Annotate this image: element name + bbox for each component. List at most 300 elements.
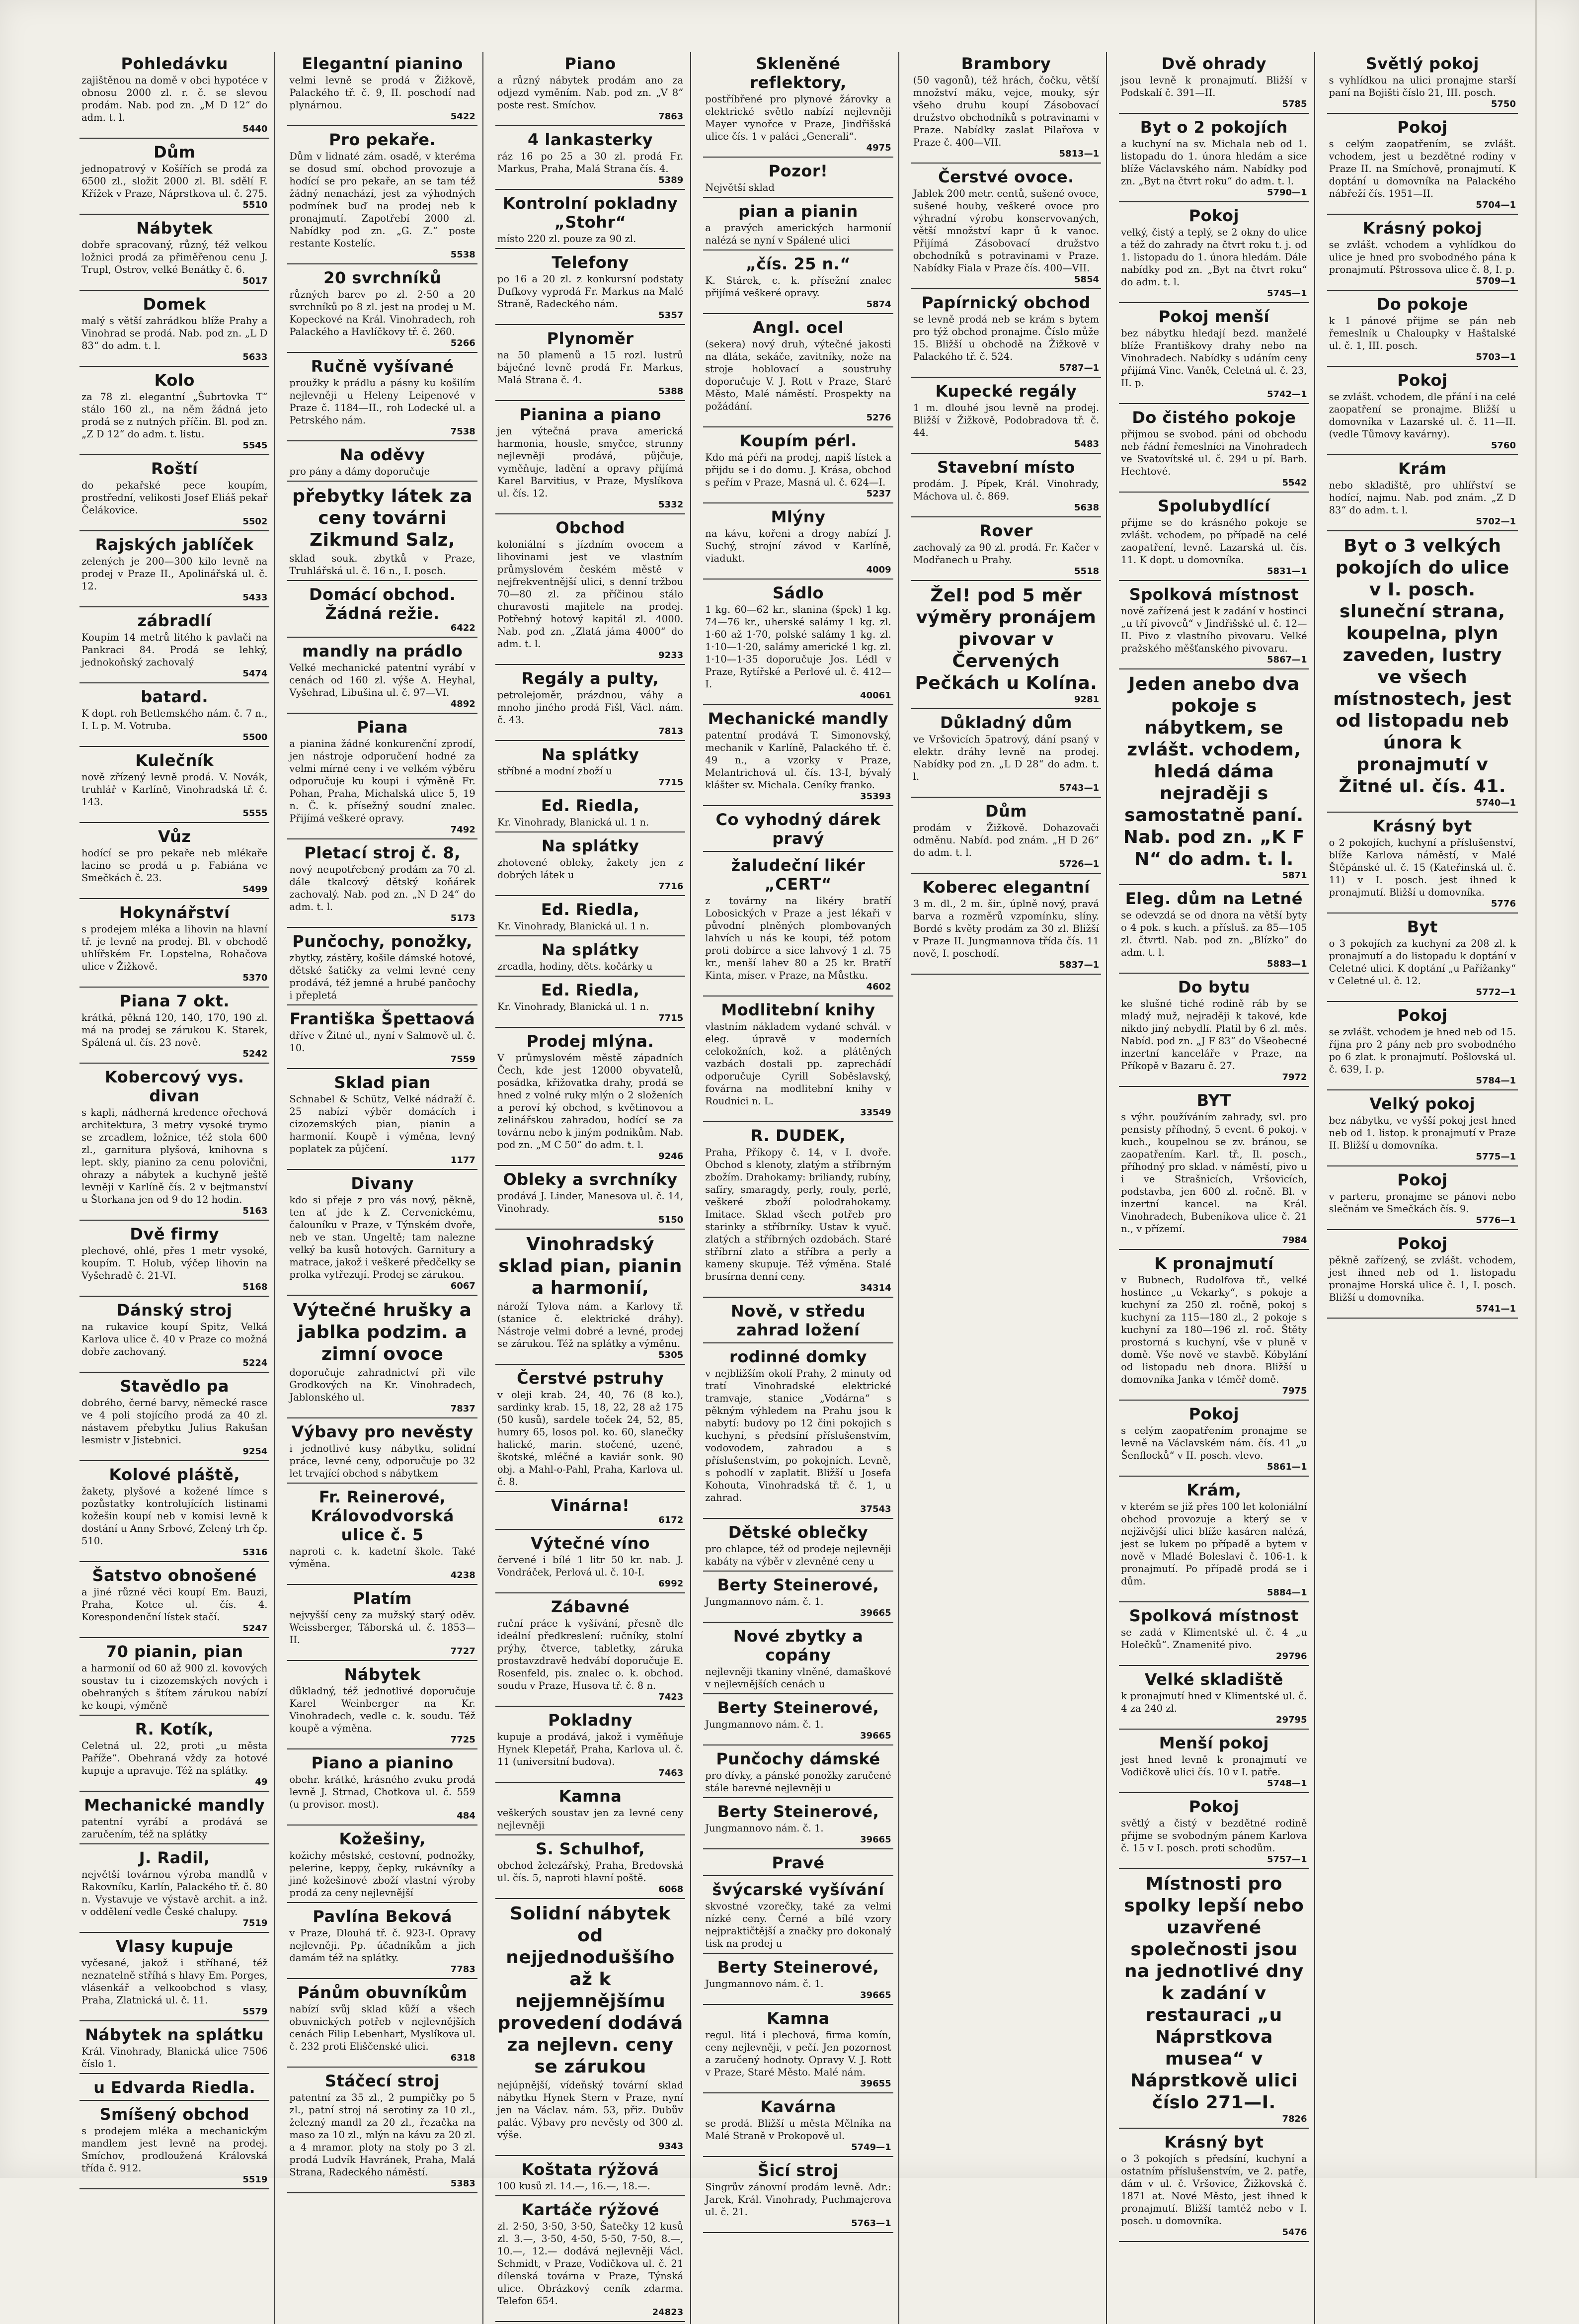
- ad-body: s výhr. používáním zahrady, svl. pro pensisty příhodný, 5 event. 6 pokoj. v kuch., koupelnou se zv. bránou, se zaopatřením. Karl. tř., Il. posch., příhodný pro sklad. v náměstí, pivo u i ve Strašnicích, Vršovicích, podstavba, jen 600 zl. ročně. Bl. v inzertní kancel. na Král. Vinohradech, Bubeníkova ulice č. 21 n., v přízemí.: [1121, 1111, 1307, 1235]
- classified-ad: [703, 1345, 893, 1519]
- ad-reference-number: 33549: [860, 1107, 891, 1118]
- classified-ad: [495, 1494, 685, 1530]
- ad-title: Angl. ocel: [752, 318, 844, 337]
- classified-ad: [495, 1367, 685, 1492]
- ad-reference-number: 5702—1: [1476, 516, 1516, 527]
- classified-ad: [1327, 116, 1518, 215]
- ad-body: o 3 pokojích s předsíní, kuchyní a ostatním příslušenstvím, ve 2. patře, dám v ul. č. Vršovice, Žižkovská č. 1871 at. Nové Město, jest ihned k pronajmutí. Bližší tamtéž nebo v I. posch. u domovníka.: [1121, 2153, 1307, 2227]
- ad-reference-number: 5247: [242, 1623, 268, 1634]
- ad-body: po 16 a 20 zl. z konkursní podstaty Dufkovy vyprodá Fr. Markus na Malé Straně, Radeckého nám.: [497, 273, 684, 310]
- ad-reference-number: 5784—1: [1476, 1076, 1516, 1086]
- ad-reference-number: 29796: [1275, 1651, 1307, 1661]
- classified-ad: [287, 52, 477, 126]
- ad-reference-number: 5776—1: [1476, 1215, 1516, 1226]
- classified-ad: [1119, 1732, 1309, 1793]
- classified-ad: [287, 1071, 477, 1170]
- classified-ad: [287, 128, 477, 264]
- ad-reference-number: 7725: [450, 1735, 475, 1745]
- classified-ad: [79, 825, 269, 899]
- ad-body: místo 220 zl. pouze za 90 zl.: [497, 233, 636, 245]
- classified-ad: [703, 1878, 893, 1954]
- ad-reference-number: 6172: [658, 1515, 684, 1525]
- ad-body: žakety, plyšové a kožené límce s pozůstatky kontrolujících listinami kožešin koupí neb v komisi levně k dostání u Anny Srbové, Zelený trh čp. 510.: [81, 1486, 268, 1547]
- ad-reference-number: 5173: [450, 913, 475, 923]
- ad-body: pro chlapce, též od prodeje nejlevněji kabáty na výběr v zlevněné ceny u: [705, 1543, 891, 1567]
- ad-reference-number: 9281: [1074, 694, 1100, 705]
- ad-reference-number: 5638: [1074, 502, 1100, 513]
- ad-body: dobře spracovaný, různý, též velkou ložnici prodá za přiměřenou cenu J. Trupl, Ostrov, velké Benátky č. 6.: [81, 239, 268, 275]
- classified-ad: [79, 217, 269, 291]
- classified-ad: [79, 1846, 269, 1933]
- ad-reference-number: 7715: [658, 777, 684, 788]
- classified-ad: [287, 1298, 477, 1418]
- ad-body: Koupím 14 metrů litého k pavlači na Pankraci 84. Prodá se lehký, jednokoňský zachovalý: [81, 632, 268, 668]
- classified-ad: [1327, 369, 1518, 455]
- ad-body: skvostné vzorečky, také za velmi nízké ceny. Černé a bílé vzory nejpraktičtější a značky pro dokonalý tisk na prodej u: [705, 1901, 891, 1949]
- classified-ad: [495, 327, 685, 401]
- ad-body: s kapli, nádherná kredence ořechová architektura, 3 metry vysoké trymo se zrcadlem, ložnice, též stola 600 zl., garnitura plyšová, knihovna s lept. skly, pianino za cenu polovični, ohrazy a nábytek a kuchyně ještě levněji v Karlíně čís. 2 v bejtmanství u Štorkana jen od 9 do 12 hodin.: [81, 1107, 268, 1205]
- classified-ad: [703, 2159, 893, 2233]
- ad-body: Praha, Příkopy č. 14, v I. dvoře. Obchod s klenoty, zlatým a stříbrným zbožím. Drahokamy: briliandy, rubíny, safíry, smaragdy, perly, rouly, perlé, veškeré zboží polodrahokamy. Imitace. Sklad všech potřeb pro starinky a stříbrníky. Ustav k vyuč. zlatých a stříbrných ozdobách. Staré stříbrní zlato a stříbra a perly a kameny skupuje. Též výměna. Stalé brusírna denní ceny.: [705, 1147, 891, 1282]
- ad-reference-number: 24823: [652, 2307, 684, 2318]
- ad-title: Pianina a piano: [519, 405, 661, 424]
- ad-title: Brambory: [961, 54, 1051, 73]
- classified-ad: [703, 2007, 893, 2093]
- classified-ad: [1119, 1403, 1309, 1477]
- ad-body: malý s větší zahrádkou blíže Prahy a Vinohrad se prodá. Nab. pod zn. „L D 83“ do adm. t. l.: [81, 315, 268, 351]
- ad-body: nejvyšší ceny za mužský starý oděv. Weissberger, Táborská ul. č. 1853—II.: [289, 1609, 475, 1646]
- ad-title: Skleněné reflektory,: [750, 54, 847, 92]
- ad-body: v parteru, pronajme se pánovi nebo slečnám ve Smečkách čís. 9.: [1329, 1191, 1516, 1215]
- ad-body: patentní vyrábí a prodává se zaručením, též na splátky: [81, 1816, 268, 1840]
- ad-reference-number: 5785: [1282, 99, 1307, 109]
- ad-reference-number: 5305: [658, 1350, 684, 1360]
- ad-reference-number: 7559: [450, 1054, 475, 1065]
- ad-title: Pro pekaře.: [329, 130, 436, 149]
- classified-ad: [911, 456, 1101, 517]
- ad-reference-number: 7538: [450, 426, 475, 437]
- ad-title: K pronajmutí: [1154, 1254, 1274, 1273]
- ad-body: přijmou se svobod. páni od obchodu neb řádní řemeslníci na Vinohradech ve Svatovítské ul. č. 294 u pí. Barb. Hechtové.: [1121, 428, 1307, 477]
- ad-reference-number: 5861—1: [1266, 1462, 1307, 1472]
- ad-reference-number: 7519: [242, 1918, 268, 1928]
- classified-ad: [703, 1124, 893, 1298]
- ad-reference-number: 5745—1: [1266, 288, 1307, 299]
- ad-title: Žel! pod 5 měr výměry pronájem pivovar v Červených Pečkách u Kolína.: [915, 585, 1098, 693]
- classified-ad: [703, 1800, 893, 1849]
- ad-title: Mechanické mandly: [84, 1796, 265, 1815]
- ad-reference-number: 5776: [1491, 899, 1516, 909]
- ad-body: jsou levně k pronajmutí. Bližší v Podskalí č. 391—II.: [1121, 75, 1307, 98]
- ad-reference-number: 5519: [242, 2174, 268, 2185]
- ad-body: v Bubnech, Rudolfova tř., velké hostince „u Vekarky“, s pokoje a kuchyní za 250 zl. ročně, pokoj s kuchyní za 115—180 zl., 2 pokoje s kuchyní za 180—196 zl. roč. Štěty prostorná s kuchyní, vše v pluně v domě. Vše nově ve stavbě. Kóbylání od listopadu neb dnora. Bližší u domovníka Janka v téměř domě.: [1121, 1274, 1307, 1385]
- ad-body: se zadá v Klimentské ul. č. 4 „u Holečků“. Znamenité pivo.: [1121, 1627, 1307, 1651]
- ad-reference-number: 5871: [1282, 870, 1307, 881]
- ad-title: 4 lankasterky: [528, 130, 653, 149]
- ad-body: hodící se pro pekaře neb mlékaře lacino se prodá u p. Fabiána ve Smečkách č. 23.: [81, 847, 268, 884]
- ad-body: Jungmannovo nám. č. 1.: [705, 1978, 824, 1990]
- ad-reference-number: 7727: [450, 1646, 475, 1657]
- ad-body: jen výtečná prava americká harmonia, housle, smyčce, strunny nejlevněji prodává, půjčuje, vyměňuje, ladění a opravy přijímá Karel Barvitius, v Praze, Myslíkova ul. čís. 12.: [497, 425, 684, 499]
- classified-ad: [287, 716, 477, 839]
- ad-title: Kamna: [558, 1787, 622, 1806]
- ad-title: Domácí obchod. Žádná režie.: [309, 585, 456, 623]
- ad-title: Krásný byt: [1164, 2133, 1264, 2152]
- ad-title: Obleky a svrchníky: [503, 1170, 678, 1189]
- ad-title: Koberec elegantní: [922, 878, 1090, 897]
- classified-ad: [287, 1007, 477, 1069]
- ad-reference-number: 5545: [242, 440, 268, 451]
- ad-title: Na splátky: [541, 940, 639, 959]
- ad-reference-number: 5742—1: [1266, 389, 1307, 400]
- classified-ad: [1119, 671, 1309, 885]
- ad-body: k 1 pánové přijme se pán neb řemeslník u Chaloupky v Haštalské ul. č. 1, III. posch.: [1329, 315, 1516, 351]
- classified-ad: [287, 930, 477, 1005]
- classified-ad: [495, 979, 685, 1028]
- ad-title: R. Kotík,: [135, 1720, 214, 1739]
- ad-title: Stavědlo pa: [120, 1377, 229, 1396]
- ad-body: bez nábytku, ve vyšší pokoj jest hned neb od 1. listop. k pronajmutí v Praze II. Bližší u domovníka.: [1329, 1115, 1516, 1151]
- classified-ad: [79, 533, 269, 607]
- ad-body: K. Stárek, c. k. přísežní znalec přijímá veškeré opravy.: [705, 275, 891, 299]
- ad-title: Punčochy, ponožky,: [292, 932, 473, 951]
- ad-title: Dům: [154, 143, 196, 162]
- ad-title: Menší pokoj: [1159, 1734, 1269, 1752]
- ad-reference-number: 5726—1: [1059, 859, 1100, 869]
- ad-title: Dvě firmy: [130, 1225, 220, 1244]
- ad-reference-number: 5518: [1074, 566, 1100, 577]
- ad-body: o 2 pokojích, kuchyní a příslušenství, blíže Karlova náměstí, v Malé Štěpánské ul. č. 15 (Kateřinská ul. č. 11) v I. posch. jest ihned k pronajmutí. Bližší u domovníka.: [1329, 837, 1516, 898]
- classified-ad: [495, 667, 685, 741]
- classified-ad: [495, 794, 685, 832]
- ad-reference-number: 5383: [450, 2178, 475, 2189]
- classified-ad: [1327, 217, 1518, 291]
- ad-title: J. Radil,: [139, 1848, 210, 1867]
- classified-ad: [79, 1223, 269, 1297]
- ad-body: 1 kg. 60—62 kr., slanina (špek) 1 kg. 74—76 kr., uherské salámy 1 kg. zl. 1·60 až 1·70, polské salámy 1 kg. zl. 1·10—1·20, salámy americké 1 kg. zl. 1·10—1·35 doporučuje Jos. Lédl v Praze, Rytířské a Perlové ul. č. 412—I.: [705, 604, 891, 690]
- classified-ad: [287, 640, 477, 714]
- ad-body: regul. litá i plechová, firma komín, ceny nejlevněji, v pečí. Jen pozornost a zaručený hodnoty. Opravy V. J. Rott v Praze, Staré Město. Malé nám.: [705, 2029, 891, 2078]
- ad-reference-number: 5763—1: [851, 2218, 891, 2229]
- classified-ad: [1119, 1252, 1309, 1401]
- ad-body: největší továrnou výroba mandlů v Rakovníku, Karlín, Palackého tř. č. 80 n. Vystavuje ve výstavě archit. a inž. v oddělení vedle České chalupy.: [81, 1869, 268, 1917]
- ad-body: zrcadla, hodiny, děts. kočárky u: [497, 961, 653, 972]
- classified-ad: [79, 1463, 269, 1562]
- classified-ad: [1119, 1871, 1309, 2129]
- ad-body: Jungmannovo nám. č. 1.: [705, 1596, 824, 1607]
- ad-reference-number: 5332: [658, 499, 684, 510]
- ad-reference-number: 5883—1: [1266, 959, 1307, 969]
- ad-reference-number: 7863: [658, 111, 684, 122]
- ad-title: Rover: [979, 521, 1033, 540]
- ad-reference-number: 5813—1: [1059, 149, 1100, 159]
- ad-title: Velké skladiště: [1144, 1670, 1283, 1689]
- ad-title: Kulečník: [135, 751, 214, 770]
- ad-body: s vyhlídkou na ulici pronajme starší paní na Bojišti číslo 21, III. posch.: [1329, 75, 1516, 98]
- ad-title: Spolková místnost: [1129, 585, 1299, 604]
- ad-reference-number: 5242: [242, 1049, 268, 1059]
- ad-title: Krám,: [1186, 1481, 1242, 1499]
- ad-reference-number: 5163: [242, 1206, 268, 1216]
- ad-reference-number: 7972: [1282, 1072, 1307, 1082]
- classified-ad: [911, 52, 1101, 164]
- ad-body: obchod železářský, Praha, Bredovská ul. čís. 5, naproti hlavní poště.: [497, 1860, 684, 1884]
- ad-title: u Edvarda Riedla.: [93, 2078, 256, 2097]
- ad-title: Kartáče rýžové: [521, 2200, 659, 2219]
- ad-reference-number: 7463: [658, 1768, 684, 1778]
- ad-title: Do bytu: [1178, 978, 1250, 996]
- ad-title: Pokoj: [1188, 206, 1239, 225]
- ad-reference-number: 5740—1: [1476, 798, 1516, 808]
- ad-title: Vůz: [158, 827, 191, 846]
- classified-ad: [703, 200, 893, 250]
- ad-body: Kr. Vinohrady, Blanická ul. 1 n.: [497, 1001, 649, 1012]
- ad-body: koloniální s jízdním ovocem a lihovinami jest ve vlastním průmyslovém českém městě v nejfrekventnější ulici, s denní tržbou 70—80 zl. za příčinou stálo churavosti majitele na prodej. Potřebný hotový kapitál zl. 4000. Nab. pod zn. „Zlatá jáma 4000“ do adm. t. l.: [497, 539, 684, 650]
- classified-ad: [79, 369, 269, 455]
- classified-ad: [1327, 1232, 1518, 1319]
- ad-body: dříve v Žitné ul., nyní v Salmově ul. č. 10.: [289, 1030, 475, 1054]
- ad-title: Kobercový vys. divan: [105, 1068, 244, 1105]
- ad-body: se zvlášt. vchodem, dle přání i na celé zaopatření se pronajme. Bližší u domovníka v Lazarské ul. č. 11—II. (vedle Tůmovy kavárny).: [1329, 391, 1516, 440]
- ad-title: S. Schulhof,: [536, 1839, 645, 1858]
- ad-body: kdo si přeje z pro vás nový, pěkně, ten ať jde k Z. Cervenickému, čalouníku v Praze, v Týnském dvoře, neb ve stan. Ungeltě; tam nalezne velký ba kusů hotových. Garnitury a matrace, jakož i veškeré předčelky se prolka vytřezují. Prodej se zárukou.: [289, 1194, 475, 1280]
- ad-title: rodinné domky: [729, 1347, 867, 1366]
- ad-reference-number: 7492: [450, 825, 475, 835]
- ad-body: se odevzdá se od dnora na větší byty o 4 pok. s kuch. a přísluš. za 85—105 zl. čtvrtl. Nab. pod zn. „Blízko“ do adm. t. l.: [1121, 910, 1307, 958]
- ad-body: 1 m. dlouhé jsou levně na prodej. Bližší v Žižkově, Podobradova tř. č. 44.: [913, 402, 1100, 438]
- ad-reference-number: 7984: [1282, 1235, 1307, 1245]
- classified-ad: [287, 1587, 477, 1661]
- ad-body: (sekera) nový druh, výtečné jakosti na dláta, sekáče, zavitníky, nože na stroje hoblovací a soustruhy doporučuje V. J. Rott v Praze, Staré Město, Malé náměstí. Prospekty na požádání.: [705, 338, 891, 412]
- classified-ad: [287, 1663, 477, 1749]
- ad-title: Kavárna: [760, 2097, 836, 2116]
- ad-title: Šicí stroj: [757, 2161, 839, 2180]
- ad-title: Pokoj: [1397, 371, 1448, 390]
- ad-title: Pokoj: [1397, 1006, 1448, 1025]
- classified-ad: [495, 834, 685, 896]
- ad-reference-number: 9233: [658, 650, 684, 661]
- ad-reference-number: 5422: [450, 111, 475, 122]
- ad-body: Jablek 200 metr. centů, sušené ovoce, sušené houby, veškeré ovoce pro výhradní výrobu konservovaných, větší množství kapr ů k vanoc. Přijímá Zásobovací družstvo obchodníků s potravinami v Praze. Nabídky Fiala v Praze čís. 400—VII.: [913, 188, 1100, 274]
- ad-reference-number: 5224: [242, 1358, 268, 1368]
- classified-ad: [703, 2095, 893, 2157]
- ad-title: Pokoj: [1397, 1234, 1448, 1253]
- classified-ad: [287, 583, 477, 638]
- ad-title: Berty Steinerové,: [717, 1958, 879, 1977]
- ad-reference-number: 5389: [658, 175, 684, 185]
- ad-reference-number: 40061: [860, 690, 891, 701]
- ad-title: Pravé: [772, 1853, 825, 1872]
- ad-reference-number: 39665: [860, 1731, 891, 1741]
- ad-body: prodává J. Linder, Manesova ul. č. 14, Vinohrady.: [497, 1190, 684, 1214]
- ad-reference-number: 5388: [658, 386, 684, 397]
- ad-title: Čerstvé pstruhy: [517, 1369, 664, 1388]
- ad-body: v Praze, Dlouhá tř. č. 923-I. Opravy nejlevněji. Pp. účadníkům a jich damám též na splátky.: [289, 1927, 475, 1964]
- ad-reference-number: 5749—1: [851, 2142, 891, 2153]
- classified-ad: [287, 484, 477, 581]
- classified-ad: [495, 1532, 685, 1593]
- ad-body: Celetná ul. 22, proti „u města Paříže“. Obehraná vždy za hotové kupuje a upravuje. Též na splátky.: [81, 1740, 268, 1776]
- ad-reference-number: 34314: [860, 1283, 891, 1293]
- classified-ad: [703, 1521, 893, 1572]
- classified-ad: [1119, 52, 1309, 114]
- column-5: [911, 52, 1107, 2324]
- ad-body: pro pány a dámy doporučuje: [289, 466, 430, 477]
- ad-body: do pekařské pece koupím, prostřední, velikosti Josef Eliáš pekař Čelákovice.: [81, 480, 268, 516]
- column-3: [495, 52, 691, 2324]
- ad-title: Krásný byt: [1372, 817, 1472, 835]
- classified-ad: [495, 1232, 685, 1365]
- ad-reference-number: 5500: [242, 732, 268, 743]
- classified-ad: [1119, 976, 1309, 1087]
- ad-title: Pokladny: [548, 1711, 632, 1730]
- ad-body: a pravých amerických harmonií nalézá se nyní v Spálené ulici: [705, 222, 891, 246]
- ad-body: nejlevněji tkaniny vlněné, damaškové v nejlevnějších cenách u: [705, 1666, 891, 1690]
- ad-body: zajištěnou na domě v obci hypotéce v obnosu 2000 zl. r. č. se slevou prodám. Nab. pod zn. „M D 12“ do adm. t. l.: [81, 75, 268, 123]
- ad-title: Nábytek na splátku: [85, 2025, 264, 2044]
- ad-body: zelených je 200—300 kilo levně na prodej v Praze II., Apolinářská ul. č. 12.: [81, 556, 268, 592]
- ad-body: v nejbližším okolí Prahy, 2 minuty od tratí Vinohradské elektrické tramvaje, stanice „Vodárna“ s pěkným výhledem na Prahu jsou k nabytí: budovy po 12 čini pokojich s kuchyní, s předsíní příslušenstvím, vodovodem, zahradou a s příslušenstvím, po pokojních. Levně, s pohodlí v zaplatit. Bližší u Josefa Kohouta, Vinohradská tř. č. 1, u zahrad.: [705, 1368, 891, 1503]
- ad-title: Platím: [353, 1589, 412, 1608]
- ad-body: Jungmannovo nám. č. 1.: [705, 1823, 824, 1834]
- classified-ad: [287, 266, 477, 353]
- ad-body: stříbné a modní zboží u: [497, 765, 613, 777]
- ad-reference-number: 5370: [242, 973, 268, 983]
- classified-ad: [703, 1300, 893, 1343]
- ad-body: plechové, ohlé, přes 1 metr vysoké, koupím. T. Holub, výčep lihovin na Vyšehradě č. 21-VI.: [81, 1245, 268, 1281]
- ad-body: přijme se do krásného pokoje se zvlášt. vchodem, po případě na celé zaopatření, levně. Lazarská ul. čís. 11. K dopt. u domovníka.: [1121, 517, 1307, 566]
- ad-reference-number: 7423: [658, 1692, 684, 1702]
- ad-reference-number: 37543: [860, 1504, 891, 1514]
- classified-ad: [911, 380, 1101, 454]
- classified-ad: [79, 749, 269, 823]
- ad-body: na kávu, kořeni a drogy nabízí J. Suchý, strojní závod v Karlíně, viadukt.: [705, 528, 891, 564]
- ad-body: velmi levně se prodá v Žižkově, Palackého tř. č. 9, II. poschodí nad plynárnou.: [289, 75, 475, 111]
- ad-reference-number: 5884—1: [1266, 1587, 1307, 1598]
- ad-title: Solidní nábytek od nejjednoduššího až k nejjemnějšímu provedení dodává za nejlevn. ceny se zárukou: [497, 1904, 683, 2077]
- ad-title: Pokoj menší: [1158, 307, 1269, 326]
- classified-ad: [1119, 2131, 1309, 2242]
- ad-title: Kolové pláště,: [109, 1465, 240, 1484]
- ad-reference-number: 5775—1: [1476, 1152, 1516, 1162]
- classified-ad: [495, 1837, 685, 1899]
- ad-title: Pokoj: [1397, 1170, 1448, 1189]
- ad-reference-number: 39665: [860, 1608, 891, 1618]
- ad-title: Vinohradský sklad pian, pianin a harmonií,: [498, 1234, 682, 1298]
- ad-body: naproti c. k. kadetní škole. Také výměna.: [289, 1546, 475, 1570]
- ad-title: Obchod: [555, 518, 625, 537]
- ad-title: Dvě ohrady: [1161, 54, 1266, 73]
- ad-body: s celým zaopatřením pronajme se levně na Václavském nám. čís. 41 „u Šenflocků“ v II. posch. vlevo.: [1121, 1425, 1307, 1461]
- ad-reference-number: 5579: [242, 2006, 268, 2017]
- ad-title: Divany: [351, 1174, 414, 1193]
- ad-reference-number: 5499: [242, 884, 268, 895]
- ad-body: 100 kusů zl. 14.—, 16.—, 18.—.: [497, 2180, 650, 2192]
- ad-title: Piano a pianino: [311, 1753, 454, 1772]
- classified-ad: [287, 1905, 477, 1979]
- ad-reference-number: 5555: [242, 808, 268, 819]
- ad-title: Ručně vyšívané: [311, 357, 454, 376]
- classified-ad: [911, 166, 1101, 289]
- ad-body: ráz 16 po 25 a 30 zl. prodá Fr. Markus, Praha, Malá Strana čís. 4.: [497, 151, 684, 174]
- ad-reference-number: 5476: [1282, 2227, 1307, 2238]
- classified-ad: [79, 1375, 269, 1461]
- ad-title: Kolo: [154, 371, 195, 390]
- ad-title: Hokynářství: [119, 903, 230, 922]
- ad-title: Spolubydlící: [1158, 497, 1270, 515]
- ad-body: důkladný, též jednotlivé doporučuje Karel Weinberger na Kr. Vinohradech, vedle c. k. soudu. Též koupě a výměna.: [289, 1685, 475, 1734]
- ad-title: Dům: [985, 802, 1027, 821]
- ad-reference-number: 7716: [658, 881, 684, 892]
- ad-reference-number: 5168: [242, 1282, 268, 1292]
- classified-ad: [1119, 116, 1309, 202]
- classified-ad: [79, 457, 269, 531]
- classified-ad: [1327, 915, 1518, 1002]
- classified-ad: [495, 743, 685, 792]
- ad-reference-number: 5703—1: [1476, 352, 1516, 362]
- ad-reference-number: 5772—1: [1476, 987, 1516, 997]
- ad-title: Vlasy kupuje: [115, 1937, 234, 1956]
- classified-ad: [911, 519, 1101, 581]
- ad-title: Stavební místo: [937, 458, 1075, 477]
- ad-title: Sádlo: [772, 583, 824, 602]
- ad-title: Piano: [564, 54, 616, 73]
- ad-title: batard.: [141, 687, 209, 706]
- ad-reference-number: 5741—1: [1476, 1304, 1516, 1314]
- ad-body: se levně prodá neb se krám s bytem pro týž obchod pronajme. Číslo může 15. Bližší u obchodě na Žižkově v Palackého tř. č. 524.: [913, 314, 1100, 362]
- ad-title: Vinárna!: [551, 1496, 630, 1515]
- ad-reference-number: 484: [457, 1811, 475, 1821]
- classified-ad: [1119, 204, 1309, 303]
- ad-body: o 3 pokojích za kuchyní za 208 zl. k pronajmutí a do listopadu k doptání v Celetné ulici. K doptání „u Pařížanky“ v Celetné ul. č. 12.: [1329, 938, 1516, 987]
- ad-reference-number: 5316: [242, 1547, 268, 1558]
- ad-title: 70 pianin, pian: [105, 1642, 243, 1661]
- ad-title: Sklad pian: [334, 1073, 431, 1092]
- ad-body: patentní za 35 zl., 2 pumpičky po 5 zl., patní stroj ná serotiny za 10 zl., železný mandl za 20 zl., řezačka na maso za 10 zl., mlýn na kávu za 20 zl. a 4 mramor. ploty na stoly po 3 zl. prodá Ludvík Havránek, Praha, Malá Strana, Radeckého náměstí.: [289, 2092, 475, 2178]
- classified-ad: [703, 808, 893, 852]
- classified-ad: [79, 1299, 269, 1373]
- ad-title: Mlýny: [771, 507, 826, 526]
- ad-body: K dopt. roh Betlemského nám. č. 7 n., I. L p. M. Votruba.: [81, 708, 268, 732]
- ad-body: s prodejem mléka a lihovin na hlavní tř. je levně na prodej. Bl. v obchodě uhlířském Fr. Lopstelna, Rohačova ulice v Žižkově.: [81, 923, 268, 972]
- ad-title: Do čistého pokoje: [1132, 408, 1296, 427]
- ad-reference-number: 5874: [866, 299, 891, 310]
- classifieds-page: [79, 52, 1523, 2318]
- ad-reference-number: 5704—1: [1476, 200, 1516, 210]
- ad-title: Roští: [151, 459, 198, 478]
- ad-title: Papírnický obchod: [921, 293, 1091, 312]
- ad-title: Světlý pokoj: [1365, 54, 1479, 73]
- classified-ad: [703, 1574, 893, 1623]
- ad-reference-number: 5709—1: [1476, 276, 1516, 286]
- classified-ad: [1119, 1479, 1309, 1602]
- ad-title: Pokoj: [1397, 118, 1448, 137]
- ad-reference-number: 5837—1: [1059, 960, 1100, 970]
- ad-body: i jednotlivé kusy nábytku, solidní práce, levné ceny, odporučuje po 32 let trvající obchod s nábytkem: [289, 1443, 475, 1479]
- ad-body: Schnabel & Schütz, Velké nádraží č. 25 nabízí výběr domácích i cizozemských pian, pianin a harmonií. Koupě i výměna, levný poplatek za půjčení.: [289, 1093, 475, 1155]
- ad-title: Piana 7 okt.: [119, 992, 230, 1010]
- ad-body: prodám v Žižkově. Dohazovači odměnu. Nabíd. pod znám. „H D 26“ do adm. t. l.: [913, 822, 1100, 858]
- ad-body: ke slušné tiché rodině ráb by se mladý muž, nejraději k takové, kde nikdo jiný nebydlí. Platil by 6 zl. měs. Nabíd. pod zn. „J F 83“ do Všeobecné inzertní kanceláře v Praze, na Příkopě v Bazaru č. 27.: [1121, 998, 1307, 1072]
- ad-body: ve Vršovicích 5patrový, dání psaný v elektr. dráhy levně na prodej. Nabídky pod zn. „L D 28“ do adm. t. l.: [913, 734, 1100, 782]
- classified-ad: [79, 685, 269, 747]
- classified-ad: [495, 2198, 685, 2322]
- ad-title: Byt o 2 pokojích: [1140, 118, 1288, 137]
- ad-title: Ed. Riedla,: [541, 900, 640, 919]
- ad-title: pian a pianin: [738, 202, 858, 221]
- ad-reference-number: 5433: [242, 592, 268, 603]
- classified-ad: [287, 1420, 477, 1484]
